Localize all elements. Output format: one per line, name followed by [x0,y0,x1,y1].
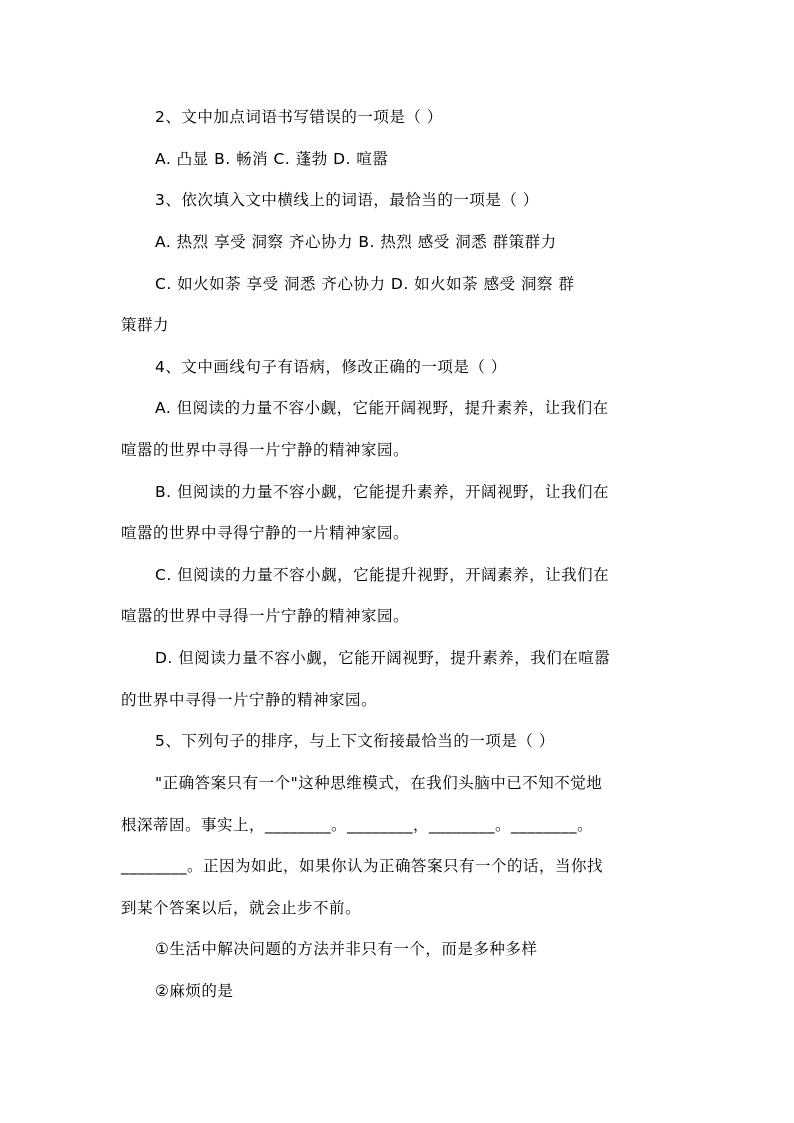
q4-option-a-line2: 喧嚣的世界中寻得一片宁静的精神家园。 [121,441,410,459]
q5-passage-line1: "正确答案只有一个"这种思维模式，在我们头脑中已不知不觉地 [155,774,603,792]
q3-options-line2: C. 如火如荼 享受 洞悉 齐心协力 D. 如火如荼 感受 洞察 群 [155,275,575,293]
q4-option-c-line2: 喧嚣的世界中寻得一片宁静的精神家园。 [121,607,410,625]
q4-option-a-line1: A. 但阅读的力量不容小觑，它能开阔视野，提升素养，让我们在 [155,399,609,417]
q4-option-d-line2: 的世界中寻得一片宁静的精神家园。 [121,691,378,709]
q3-stem: 3、依次填入文中横线上的词语，最恰当的一项是（ ） [155,191,539,209]
q2-options: A. 凸显 B. 畅消 C. 蓬勃 D. 喧嚣 [155,150,389,168]
q4-option-b-line1: B. 但阅读的力量不容小觑，它能提升素养，开阔视野，让我们在 [155,483,609,501]
q4-stem: 4、文中画线句子有语病，修改正确的一项是（ ） [155,358,507,376]
q3-options-line1: A. 热烈 享受 洞察 齐心协力 B. 热烈 感受 洞悉 群策群力 [155,233,557,251]
q5-item-1: ①生活中解决问题的方法并非只有一个，而是多种多样 [155,940,538,958]
q5-item-2: ②麻烦的是 [155,982,234,1000]
q4-option-b-line2: 喧嚣的世界中寻得宁静的一片精神家园。 [121,524,410,542]
q4-option-d-line1: D. 但阅读力量不容小觑，它能开阔视野，提升素养，我们在喧嚣 [155,649,611,667]
q5-passage-line4: 到某个答案以后，就会止步不前。 [121,899,362,917]
q4-option-c-line1: C. 但阅读的力量不容小觑，它能提升视野，开阔素养，让我们在 [155,566,610,584]
q5-stem: 5、下列句子的排序，与上下文衔接最恰当的一项是（ ） [155,732,555,750]
q3-options-line3: 策群力 [121,316,170,334]
q5-passage-line3: ________。正因为如此，如果你认为正确答案只有一个的话，当你找 [121,857,604,875]
q5-passage-line2: 根深蒂固。事实上，________。________，________。________。 [121,816,594,834]
q2-stem: 2、文中加点词语书写错误的一项是（ ） [155,108,443,126]
